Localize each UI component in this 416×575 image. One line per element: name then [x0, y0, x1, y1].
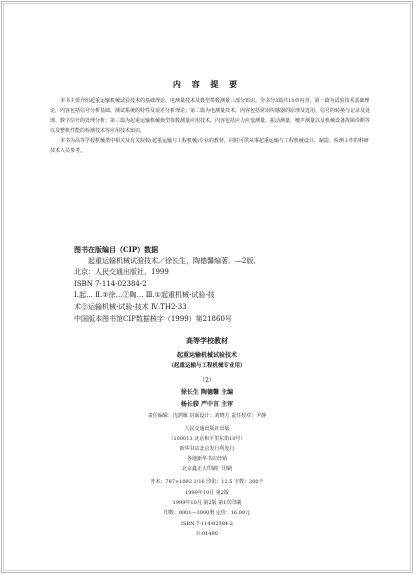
edition-mark: （2） [199, 377, 215, 384]
book-title: 起重运输机械试验技术 [176, 352, 237, 359]
cip-line: 中国版本图书馆CIP数据核字（1999）第21860号 [74, 314, 232, 323]
abstract-body [50, 96, 372, 156]
distributor: 新华书店北京发行所发行 [179, 446, 235, 452]
cip-line: 术②运输机械-试验-技术 Ⅳ.TH2-33 [74, 302, 187, 311]
abstract-paragraph: 本书主要介绍起重运输机械试验技术的基础理论、电测量技术及典型参数测量三部分知识。全书分3篇共10章内容。第一篇为试验技术基础理论，内容包括信号分析基础、测试系统的特性及误差分析理论；第二篇为电测量技术，内容包括常用传感器的原理及选用、信号的转换与记录及处理、数字信号的处理分析；第三篇为起重运输机械典型参数测量应用技术，内容包括应力应变测量、振动测量、噪声测量以及机械设备故障诊断等以及整机性能的检测技术等应用技术知识。 [50, 98, 371, 134]
reviewer: 杨长骙 严中言 主审 [180, 401, 234, 408]
bookshop: 各地新华书店经销 [186, 456, 227, 462]
class-number: U·01490 [196, 531, 218, 537]
editor-line: 责任编辑：沈鸿雁 封面设计：刘晓方 责任校对：尹静 [147, 413, 267, 419]
cip-line: 北京：人民交通出版社，1999 [74, 268, 169, 277]
cip-line: ISBN 7-114-02384-2 [74, 279, 147, 288]
printer: 北京鑫正大印刷厂印刷 [181, 466, 232, 472]
publisher: 人民交通出版社出版 [184, 426, 230, 432]
abstract-title: 内 容 提 要 [172, 79, 242, 89]
authors: 徐长生 陶德馨 主编 [180, 389, 234, 396]
publisher-address: （100013 北京和平里东街10号） [168, 436, 246, 442]
print-date: 1999年10月 第2版 [185, 490, 229, 496]
abstract-paragraph: 本书为高等学校机械类中相关及有关院校(起重运输与工程机械)专业的教材，同时可供从事起重运输与工程机械设计、制造、检测工作的科研技术人员参考。 [50, 138, 369, 154]
cip-block [74, 244, 394, 325]
print-run: 印数：0001—3000册 定价：16.00元 [163, 510, 251, 516]
printing-info: 1999年10月 第2版 第1次印刷 [172, 500, 242, 506]
series-label: 高等学校教材 [186, 336, 228, 345]
cip-line: Ⅰ.起… Ⅱ.①徐…②陶… Ⅲ.①起重机械-试验-技 [74, 291, 215, 300]
book-specs: 开本：787×1092 1/16 印张：12.5 字数：300千 [150, 479, 264, 485]
isbn: ISBN 7-114-02384-2 [181, 521, 233, 527]
cip-heading: 图书在版编目（CIP）数据 [74, 245, 159, 254]
cip-line: 起重运输机械试验技术／徐长生，陶德馨编著．—2版． [88, 256, 261, 265]
document-page [3, 3, 411, 571]
book-subtitle: （起重运输与工程机械专业用） [168, 363, 246, 369]
